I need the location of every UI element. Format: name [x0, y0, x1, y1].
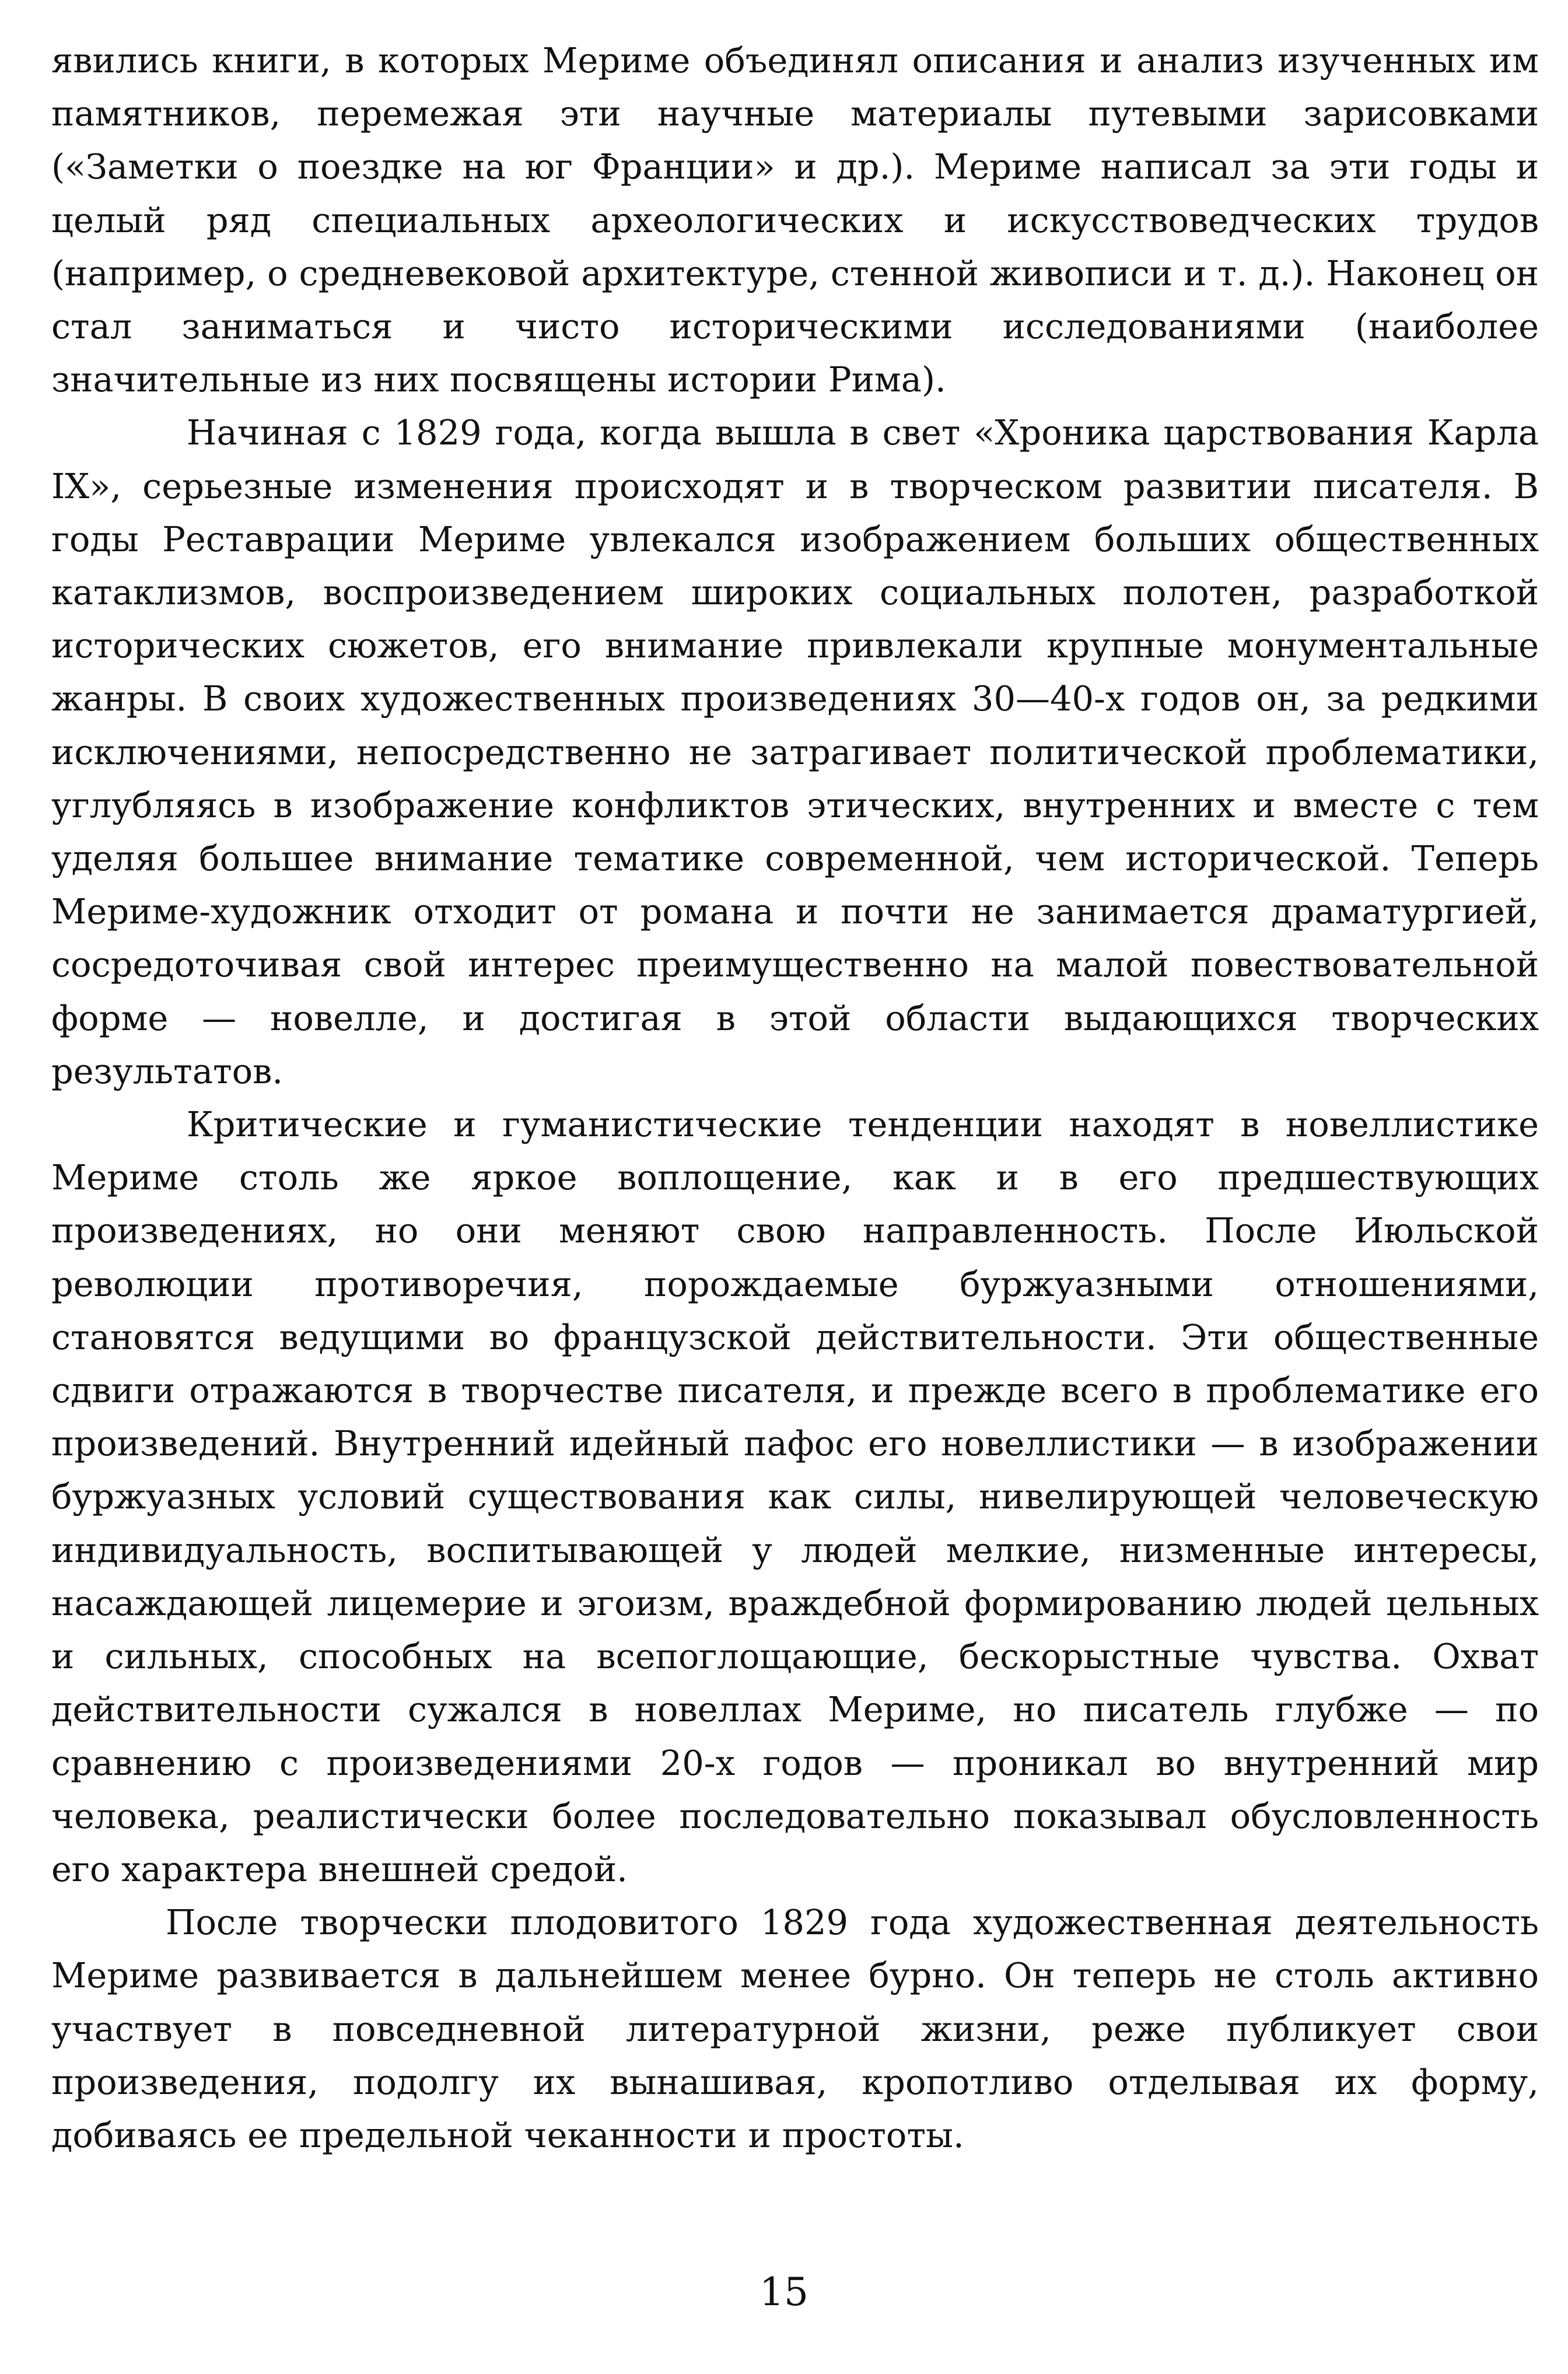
paragraph-continued: явились книги, в которых Мериме объединял описания и анализ изученных им памятников, перемежая эти научные материалы путевыми зарисовками («Заметки о поездке на юг Франции» и др.). Мериме написал за эти годы и целый ряд специальных археологических и искусствоведческих трудов (например, о средневековой архитектуре, стенной живописи и т. д.). Наконец он стал заниматься и чисто историческими исследованиями (наиболее значительные из них посвящены истории Рима).: [51, 40, 1539, 400]
page-text: [51, 34, 1539, 2162]
paragraph-critical-tendencies: Критические и гуманистические тенденции находят в новеллистике Мериме столь же яркое воплощение, как и в его предшествующих произведениях, но они меняют свою направленность. После Июльской революции противоречия, порождаемые буржуазными отношениями, становятся ведущими во французской действительности. Эти общественные сдвиги отражаются в творчестве писателя, и прежде всего в проблематике его произведений. Внутренний идейный пафос его новеллистики — в изображении буржуазных условий существования как силы, нивелирующей человеческую индивидуальность, воспитывающей у людей мелкие, низменные интересы, насаждающей лицемерие и эгоизм, враждебной формированию людей цельных и сильных, способных на всепоглощающие, бескорыстные чувства. Охват действительности сужался в новеллах Мериме, но писатель глубже — по сравнению с произведениями 20-х годов — проникал во внутренний мир человека, реалистически более последовательно показывал обусловленность его характера внешней средой.: [51, 1104, 1539, 1889]
paragraph-after-1829: После творчески плодовитого 1829 года художественная деятельность Мериме развивается в дальнейшем менее бурно. Он теперь не столь активно участвует в повседневной литературной жизни, реже публикует свои произведения, подолгу их вынашивая, кропотливо отделывая их форму, добиваясь ее предельной чеканности и простоты.: [51, 1902, 1539, 2155]
paragraph-chronicle: Начиная с 1829 года, когда вышла в свет «Хроника царствования Карла IX», серьезные изменения происходят и в творческом развитии писателя. В годы Реставрации Мериме увлекался изображением больших общественных катаклизмов, воспроизведением широких социальных полотен, разработкой исторических сюжетов, его внимание привлекали крупные монументальные жанры. В своих художественных произведениях 30—40-х годов он, за редкими исключениями, непосредственно не затрагивает политической проблематики, углубляясь в изображение конфликтов этических, внутренних и вместе с тем уделяя большее внимание тематике современной, чем исторической. Теперь Мериме-художник отходит от романа и почти не занимается драматургией, сосредоточивая свой интерес преимущественно на малой повествовательной форме — новелле, и достигая в этой области выдающихся творческих результатов.: [51, 412, 1539, 1091]
page-number: 15: [760, 2270, 808, 2315]
